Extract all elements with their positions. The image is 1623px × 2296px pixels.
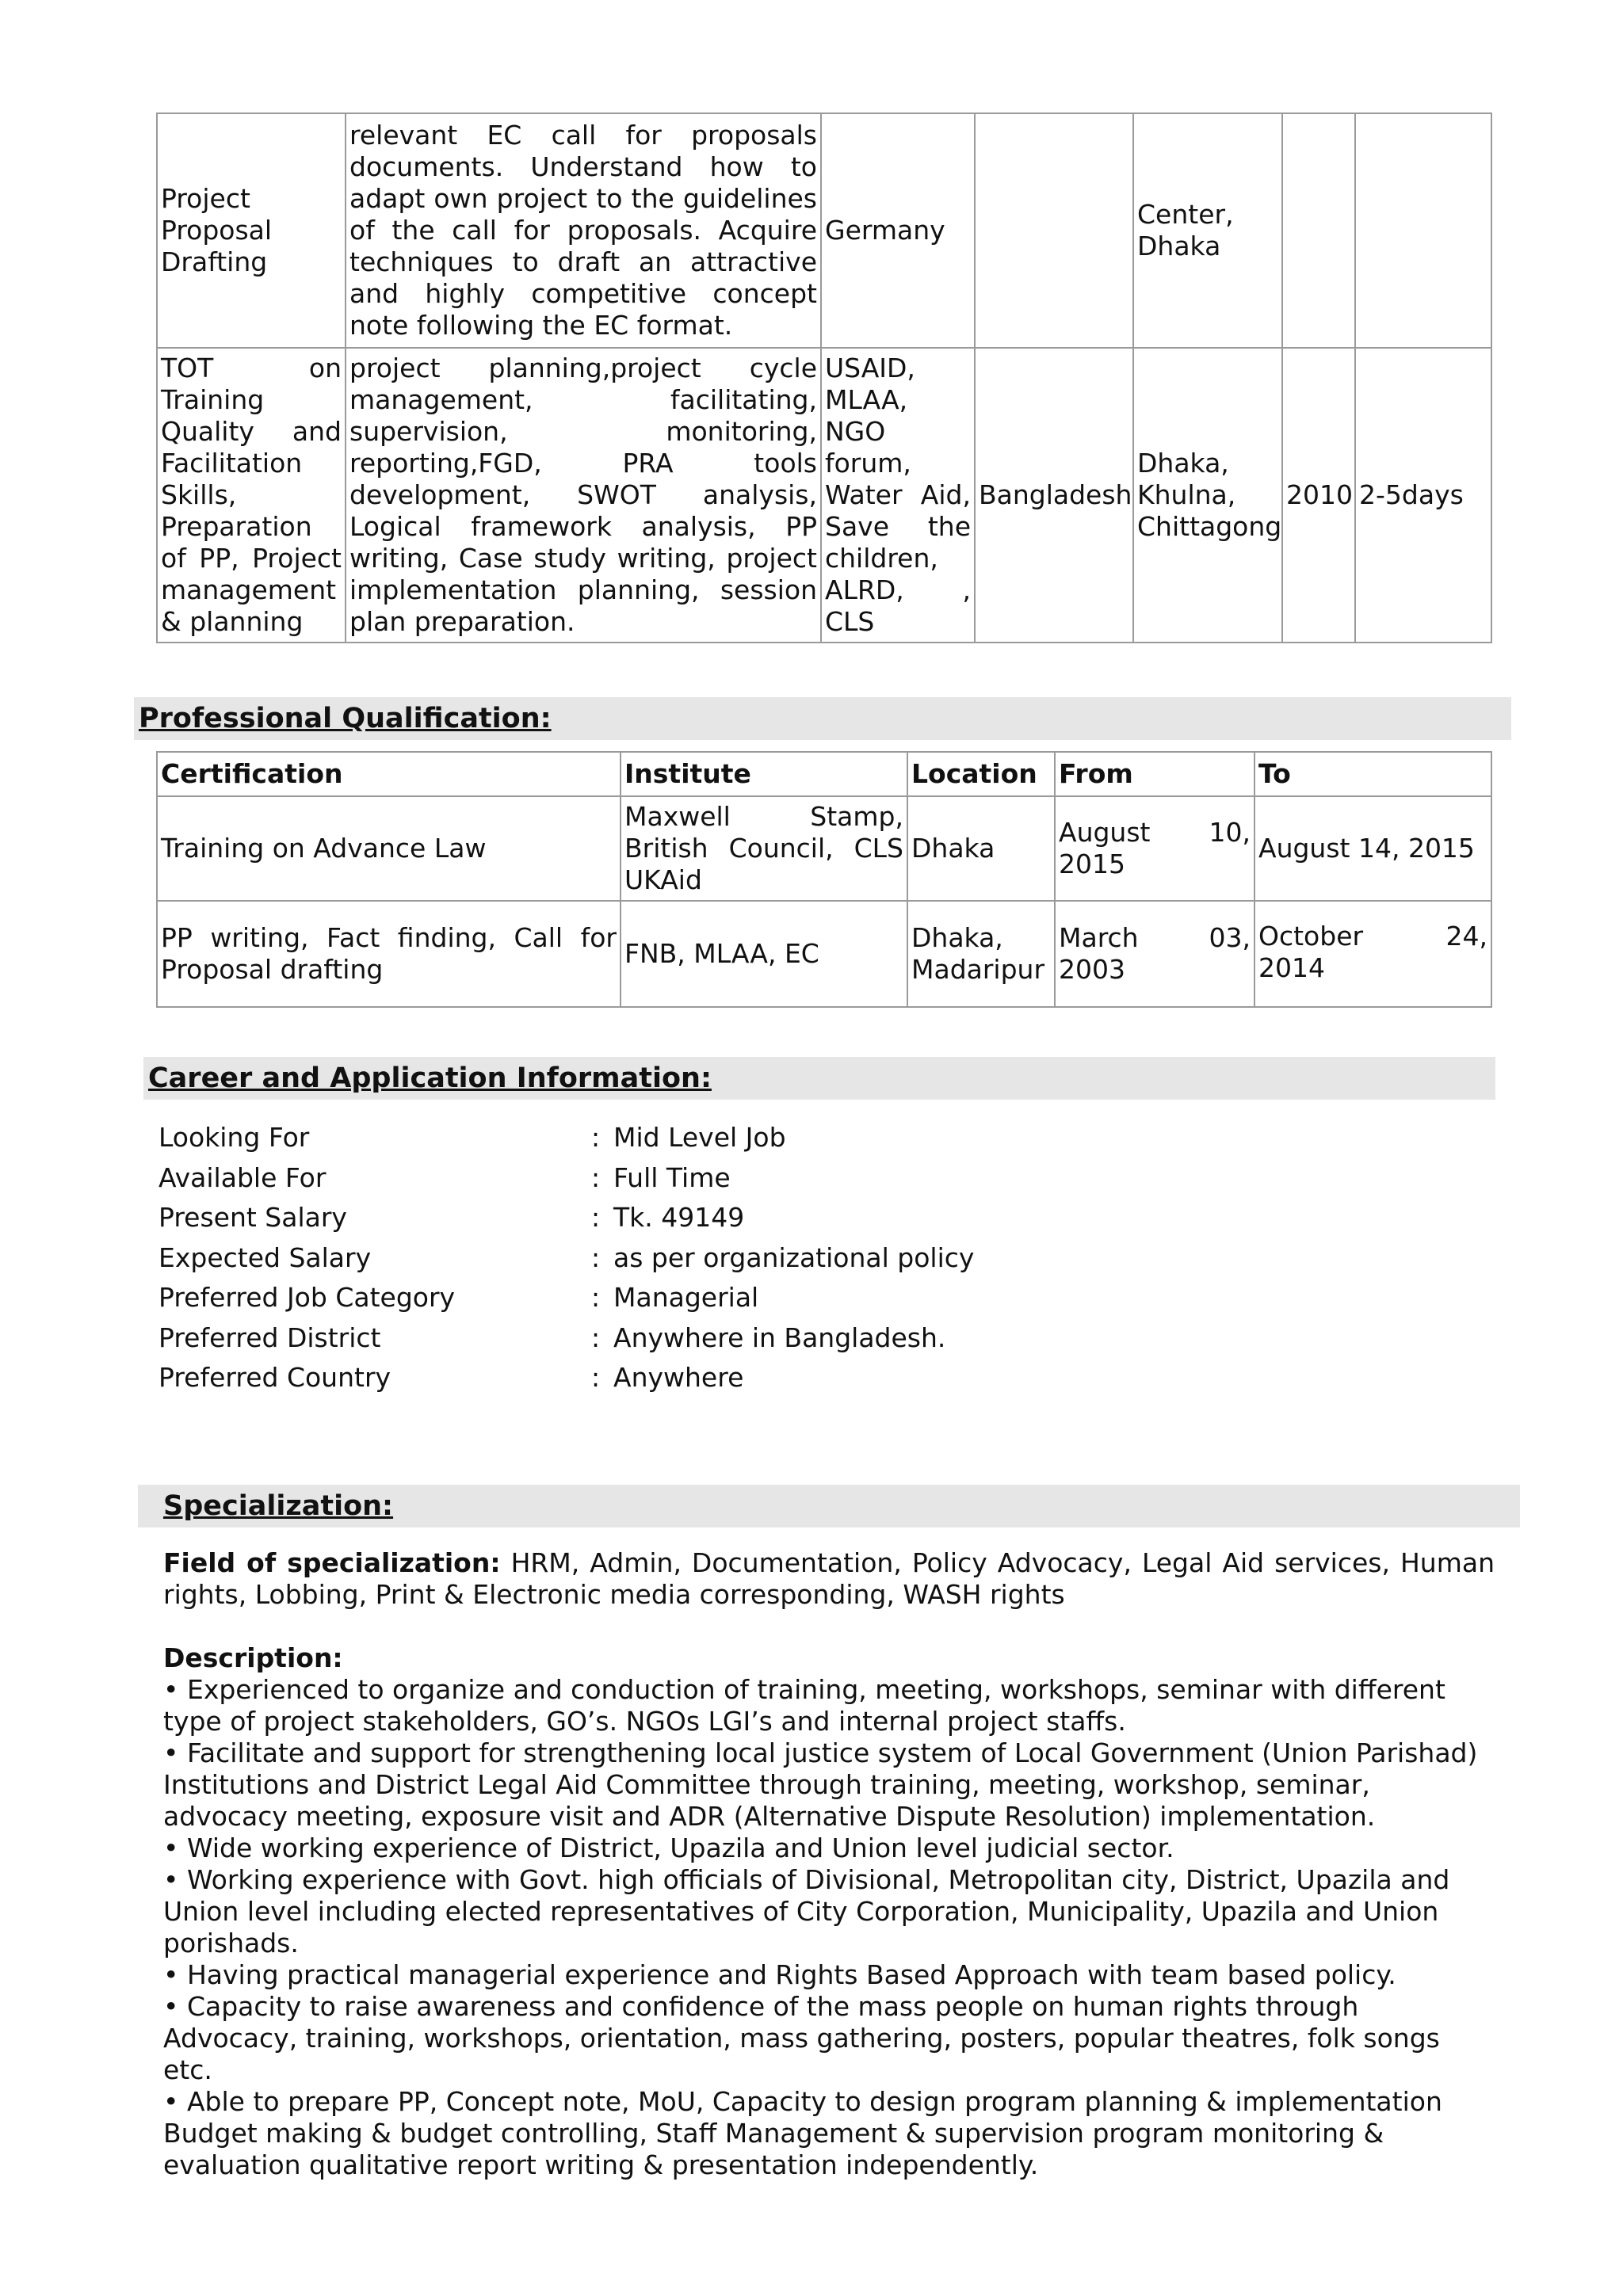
career-value: as per organizational policy	[613, 1241, 975, 1273]
certification-cell	[157, 901, 621, 1007]
from-cell	[1055, 901, 1254, 1007]
institute-cell	[621, 796, 907, 901]
bullet-marker: •	[163, 2086, 179, 2117]
cell-line: forum,	[825, 448, 911, 479]
cell-line: 2015	[1059, 849, 1125, 879]
cell-line: March 03,	[1059, 922, 1251, 953]
cell-line: documents. Understand how to	[349, 151, 817, 182]
qualification-row	[157, 796, 1491, 901]
bullet-text: Able to prepare PP, Concept note, MoU, Capacity to design program planning & implementation Budget making & budget controlling, Staff Management & supervision program monitoring & evaluation qualitative report writing & presentation independently.	[163, 2086, 1442, 2180]
training-country-cell: Bangladesh	[975, 348, 1133, 643]
cell-line: Proposal	[161, 215, 273, 246]
cell-line: children,	[825, 543, 938, 574]
cell-line: Preparation	[161, 511, 312, 542]
cell-line: August 10,	[1059, 817, 1251, 848]
cell-line: PP writing, Fact finding, Call for	[161, 922, 617, 953]
cell-line: Maxwell Stamp,	[624, 801, 903, 832]
bullet-marker: •	[163, 1991, 179, 2022]
training-institute-cell	[821, 348, 975, 643]
cell-line: techniques to draft an attractive	[349, 246, 817, 277]
bullet-text: Experienced to organize and conduction of training, meeting, workshops, seminar with different type of project stakeholders, GO’s. NGOs LGI’s and internal project staffs.	[163, 1674, 1445, 1737]
cell-line: of the call for proposals. Acquire	[349, 215, 817, 246]
field-label: Field of specialization:	[163, 1547, 501, 1578]
cell-line: development, SWOT analysis,	[349, 479, 817, 510]
cell-line: Chittagong	[1137, 511, 1282, 542]
cell-line: Dhaka	[1137, 231, 1221, 261]
bullet-text: Wide working experience of District, Upazila and Union level judicial sector.	[186, 1833, 1174, 1863]
career-item	[158, 1158, 974, 1199]
qualification-header-row	[157, 752, 1491, 796]
career-separator: :	[591, 1161, 601, 1193]
career-separator: :	[591, 1282, 601, 1313]
career-item	[158, 1238, 974, 1279]
career-value: Anywhere in Bangladesh.	[613, 1322, 946, 1353]
bullet-text: Capacity to raise awareness and confidence of the mass people on human rights through Advocacy, training, workshops, orientation, mass gathering, posters, popular theatres, folk songs etc.	[163, 1991, 1440, 2085]
header-from: From	[1055, 752, 1254, 796]
bullet-text: Working experience with Govt. high officials of Divisional, Metropolitan city, District, Upazila and Union level including elected representatives of City Corporation, Municipality, Upazila and Union porishads.	[163, 1864, 1450, 1958]
description-bullet	[163, 1991, 1495, 2086]
cell-line: Proposal drafting	[161, 954, 384, 985]
career-item	[158, 1318, 974, 1359]
description-bullet	[163, 1959, 1495, 1991]
specialization-heading: Specialization:	[138, 1485, 1520, 1527]
career-item	[158, 1118, 974, 1158]
bullet-marker: •	[163, 1737, 179, 1768]
cell-line: plan preparation.	[349, 606, 575, 637]
header-certification: Certification	[157, 752, 621, 796]
career-label: Preferred Job Category	[158, 1282, 456, 1313]
location-cell	[907, 901, 1055, 1007]
header-to: To	[1254, 752, 1491, 796]
field-of-specialization	[163, 1547, 1495, 1611]
career-separator: :	[591, 1122, 601, 1153]
career-label: Available For	[158, 1161, 327, 1193]
career-heading: Career and Application Information:	[143, 1057, 1495, 1100]
career-item	[158, 1278, 974, 1318]
cell-line: 2003	[1059, 954, 1125, 985]
training-country-cell	[975, 113, 1133, 348]
cell-line: TOT on	[161, 353, 342, 383]
qualification-row	[157, 901, 1491, 1007]
bullet-marker: •	[163, 1864, 179, 1895]
training-title-cell	[157, 348, 346, 643]
cell-line: CLS	[825, 606, 875, 637]
training-row	[157, 113, 1491, 348]
training-title-cell	[157, 113, 346, 348]
description-bullet	[163, 1737, 1495, 1833]
cell-line: Center,	[1137, 199, 1234, 230]
training-topic-cell	[346, 348, 821, 643]
career-value: Tk. 49149	[613, 1202, 745, 1233]
cell-line: Quality and	[161, 416, 342, 447]
cell-line: Madaripur	[911, 954, 1045, 985]
career-separator: :	[591, 1322, 601, 1353]
cell-line: ALRD, ,	[825, 574, 971, 605]
training-topic-cell	[346, 113, 821, 348]
location-cell	[907, 796, 1055, 901]
description-bullet	[163, 2086, 1495, 2181]
cell-line: Save the	[825, 511, 971, 542]
institute-cell	[621, 901, 907, 1007]
cell-line: Facilitation	[161, 448, 303, 479]
cell-line: management, facilitating,	[349, 384, 817, 415]
description-list	[163, 1674, 1495, 2181]
career-value: Managerial	[613, 1282, 759, 1313]
cell-line: Germany	[825, 215, 945, 246]
career-label: Looking For	[158, 1122, 310, 1153]
cell-line: & planning	[161, 606, 304, 637]
training-duration-cell	[1355, 113, 1491, 348]
description-bullet	[163, 1674, 1495, 1737]
certification-cell	[157, 796, 621, 901]
training-institute-cell	[821, 113, 975, 348]
professional-qualification-heading: Professional Qualification:	[134, 697, 1511, 740]
to-cell: October 24, 2014	[1254, 901, 1491, 1007]
cell-line: supervision, monitoring,	[349, 416, 817, 447]
cell-line: NGO	[825, 416, 886, 447]
cell-line: MLAA,	[825, 384, 908, 415]
cell-line: FNB, MLAA, EC	[624, 938, 819, 969]
bullet-marker: •	[163, 1959, 179, 1990]
career-separator: :	[591, 1241, 601, 1273]
cell-line: Dhaka,	[911, 922, 1003, 953]
cell-line: reporting,FGD, PRA tools	[349, 448, 817, 479]
cell-line: USAID,	[825, 353, 915, 383]
career-separator: :	[591, 1202, 601, 1233]
cell-line: Dhaka,	[1137, 448, 1229, 479]
career-label: Present Salary	[158, 1202, 347, 1233]
cell-line: and highly competitive concept	[349, 278, 817, 309]
career-separator: :	[591, 1362, 601, 1393]
bullet-text: Having practical managerial experience and Rights Based Approach with team based policy.	[186, 1959, 1396, 1990]
cell-line: Training	[161, 384, 265, 415]
cell-line: writing, Case study writing, project	[349, 543, 817, 574]
to-cell: August 14, 2015	[1254, 796, 1491, 901]
cell-line: Drafting	[161, 246, 268, 277]
cell-line: Water Aid,	[825, 479, 971, 510]
bullet-marker: •	[163, 1674, 179, 1705]
career-item	[158, 1198, 974, 1238]
career-value: Anywhere	[613, 1362, 744, 1393]
qualification-table	[156, 751, 1492, 1008]
cell-line: Dhaka	[911, 833, 995, 864]
training-year-cell: 2010	[1282, 348, 1355, 643]
cell-line: project planning,project cycle	[349, 353, 817, 383]
cell-line: of PP, Project	[161, 543, 342, 574]
career-label: Preferred Country	[158, 1362, 391, 1393]
training-location-cell	[1133, 348, 1282, 643]
cell-line: adapt own project to the guidelines	[349, 183, 817, 214]
career-item	[158, 1358, 974, 1398]
description-label: Description:	[163, 1642, 343, 1673]
description-bullet	[163, 1864, 1495, 1959]
training-location-cell	[1133, 113, 1282, 348]
bullet-marker: •	[163, 1833, 179, 1863]
bullet-text: Facilitate and support for strengthening local justice system of Local Government (Union Parishad) Institutions and District Legal Aid Committee through training, meeting, workshop, seminar, advocacy meeting, exposure visit and ADR (Alternative Dispute Resolution) implementation.	[163, 1737, 1478, 1832]
cell-line: note following the EC format.	[349, 310, 733, 341]
career-info-list	[158, 1118, 974, 1398]
training-duration-cell: 2-5days	[1355, 348, 1491, 643]
cell-line: implementation planning, session	[349, 574, 817, 605]
field-value: HRM, Admin, Documentation, Policy Advocacy, Legal Aid services, Human rights, Lobbing, Print & Electronic media corresponding, WASH rights	[163, 1547, 1495, 1610]
career-value: Mid Level Job	[613, 1122, 786, 1153]
cell-line: Project	[161, 183, 250, 214]
from-cell	[1055, 796, 1254, 901]
training-table	[156, 113, 1492, 643]
cell-line: relevant EC call for proposals	[349, 120, 817, 151]
cell-line: Skills,	[161, 479, 237, 510]
training-row	[157, 348, 1491, 643]
cell-line: Logical framework analysis, PP	[349, 511, 817, 542]
cell-line: Training on Advance Law	[161, 833, 487, 864]
cell-line: UKAid	[624, 864, 702, 895]
header-location: Location	[907, 752, 1055, 796]
career-label: Preferred District	[158, 1322, 381, 1353]
specialization-body	[163, 1547, 1495, 2181]
career-value: Full Time	[613, 1161, 731, 1193]
cell-line: Khulna,	[1137, 479, 1236, 510]
description-bullet	[163, 1833, 1495, 1864]
cell-line: management	[161, 574, 337, 605]
header-institute: Institute	[621, 752, 907, 796]
training-year-cell	[1282, 113, 1355, 348]
cell-line: British Council, CLS	[624, 833, 903, 864]
career-label: Expected Salary	[158, 1241, 372, 1273]
